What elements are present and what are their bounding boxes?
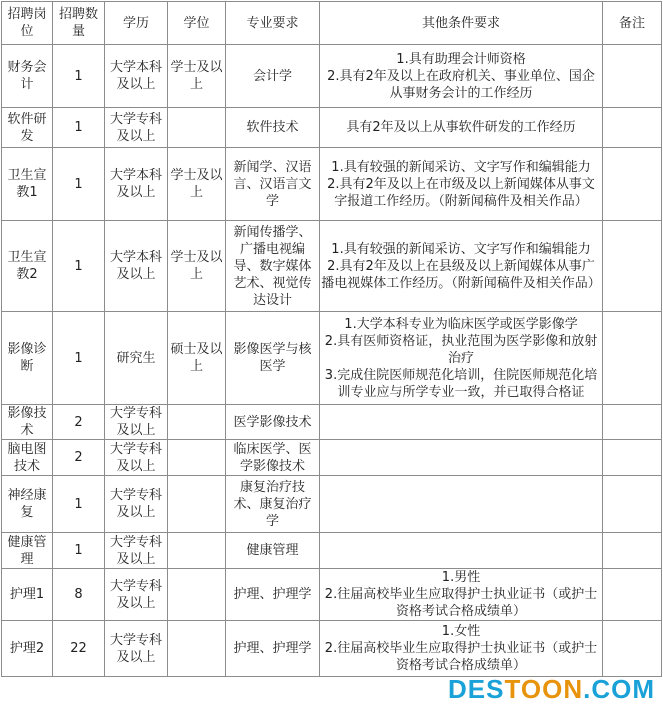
cell-education: 大学专科及以上 [105,621,168,677]
cell-degree [168,476,226,533]
condition-line: 2.往届高校毕业生应取得护士执业证书（或护士资格考试合格成绩单） [324,587,598,619]
cell-conditions [320,45,603,108]
header-education: 学历 [105,2,168,45]
cell-conditions [320,108,603,148]
cell-remarks [603,405,662,440]
cell-remarks [603,45,662,108]
cell-count: 1 [53,221,105,312]
cell-conditions [320,405,603,440]
cell-education: 研究生 [105,312,168,405]
condition-line: 1.女性 [441,624,481,639]
watermark-part3: .COM [583,674,655,704]
cell-remarks [603,108,662,148]
recruitment-table [1,1,662,677]
condition-line: 1.具有助理会计师资格 [396,51,526,67]
table-row [2,312,662,405]
condition-line: 2.具有医师资格证，执业范围为医学影像和放射治疗 [324,333,598,366]
header-major: 专业要求 [226,2,320,45]
cell-education: 大学专科及以上 [105,569,168,621]
condition-line: 2.具有2年及以上在市级及以上新闻媒体从事文字报道工作经历。（附新闻稿件及相关作品） [327,176,595,209]
table-row [2,621,662,677]
cell-count: 1 [53,45,105,108]
cell-degree [168,108,226,148]
cell-major: 护理、护理学 [226,621,320,677]
cell-position: 财务会计 [2,45,53,108]
condition-line: 2.往届高校毕业生应取得护士执业证书（或护士资格考试合格成绩单） [324,641,598,673]
cell-major: 新闻传播学、广播电视编导、数字媒体艺术、视觉传达设计 [226,221,320,312]
condition-line: 具有2年及以上从事软件研发的工作经历 [346,120,576,135]
cell-remarks [603,148,662,221]
cell-education: 大学本科及以上 [105,148,168,221]
cell-major: 影像医学与核医学 [226,312,320,405]
header-position: 招聘岗位 [2,2,53,45]
cell-education: 大学专科及以上 [105,108,168,148]
condition-line: 1.具有较强的新闻采访、文字写作和编辑能力 [331,241,591,257]
cell-position: 影像诊断 [2,312,53,405]
cell-major: 健康管理 [226,533,320,569]
cell-remarks [603,533,662,569]
cell-position: 护理1 [2,569,53,621]
cell-degree [168,621,226,677]
cell-count: 1 [53,476,105,533]
cell-remarks [603,476,662,533]
table-row [2,533,662,569]
condition-line: 1.大学本科专业为临床医学或医学影像学 [344,316,578,332]
cell-major: 软件技术 [226,108,320,148]
cell-conditions [320,569,603,621]
condition-line: 1.男性 [441,570,481,585]
cell-conditions [320,312,603,405]
table-row [2,476,662,533]
table-row [2,45,662,108]
header-conditions: 其他条件要求 [320,2,603,45]
cell-degree [168,440,226,476]
cell-position: 卫生宣教1 [2,148,53,221]
condition-line: 2.具有2年及以上在政府机关、事业单位、国企从事财务会计的工作经历 [327,68,595,101]
table-row [2,569,662,621]
cell-degree: 学士及以上 [168,221,226,312]
cell-conditions [320,440,603,476]
cell-degree: 学士及以上 [168,45,226,108]
cell-degree: 学士及以上 [168,148,226,221]
cell-conditions [320,221,603,312]
cell-education: 大学专科及以上 [105,533,168,569]
cell-count: 8 [53,569,105,621]
cell-major: 医学影像技术 [226,405,320,440]
table-row [2,148,662,221]
cell-count: 1 [53,108,105,148]
cell-major: 康复治疗技术、康复治疗学 [226,476,320,533]
cell-count: 1 [53,533,105,569]
cell-remarks [603,569,662,621]
cell-count: 2 [53,405,105,440]
cell-degree [168,533,226,569]
cell-education: 大学专科及以上 [105,405,168,440]
cell-major: 临床医学、医学影像技术 [226,440,320,476]
cell-conditions [320,533,603,569]
cell-remarks [603,221,662,312]
header-row [2,2,662,45]
cell-count: 1 [53,148,105,221]
cell-major: 护理、护理学 [226,569,320,621]
table-row [2,108,662,148]
cell-remarks [603,440,662,476]
cell-position: 神经康复 [2,476,53,533]
cell-count: 1 [53,312,105,405]
cell-position: 护理2 [2,621,53,677]
cell-degree [168,405,226,440]
cell-conditions [320,476,603,533]
cell-position: 卫生宣教2 [2,221,53,312]
cell-position: 影像技术 [2,405,53,440]
watermark-part1: DES [448,674,505,704]
cell-count: 2 [53,440,105,476]
table-row [2,405,662,440]
cell-remarks [603,312,662,405]
cell-count: 22 [53,621,105,677]
cell-position: 健康管理 [2,533,53,569]
cell-education: 大学专科及以上 [105,476,168,533]
cell-education: 大学本科及以上 [105,221,168,312]
cell-degree [168,569,226,621]
cell-remarks [603,621,662,677]
cell-conditions [320,148,603,221]
cell-education: 大学专科及以上 [105,440,168,476]
cell-education: 大学本科及以上 [105,45,168,108]
cell-major: 新闻学、汉语言、汉语言文学 [226,148,320,221]
cell-degree: 硕士及以上 [168,312,226,405]
header-remarks: 备注 [603,2,662,45]
cell-major: 会计学 [226,45,320,108]
watermark-part2: TOON [504,674,584,704]
header-degree: 学位 [168,2,226,45]
table-body [2,45,662,677]
cell-position: 软件研发 [2,108,53,148]
table-row [2,440,662,476]
table-row [2,221,662,312]
condition-line: 1.具有较强的新闻采访、文字写作和编辑能力 [331,159,591,175]
cell-conditions [320,621,603,677]
cell-position: 脑电图技术 [2,440,53,476]
condition-line: 3.完成住院医师规范化培训，住院医师规范化培训专业应与所学专业一致，并已取得合格证 [324,367,598,400]
site-watermark [448,674,655,705]
condition-line: 2.具有2年及以上在县级及以上新闻媒体从事广播电视媒体工作经历。（附新闻稿件及相关作品） [321,258,601,291]
header-count: 招聘数量 [53,2,105,45]
